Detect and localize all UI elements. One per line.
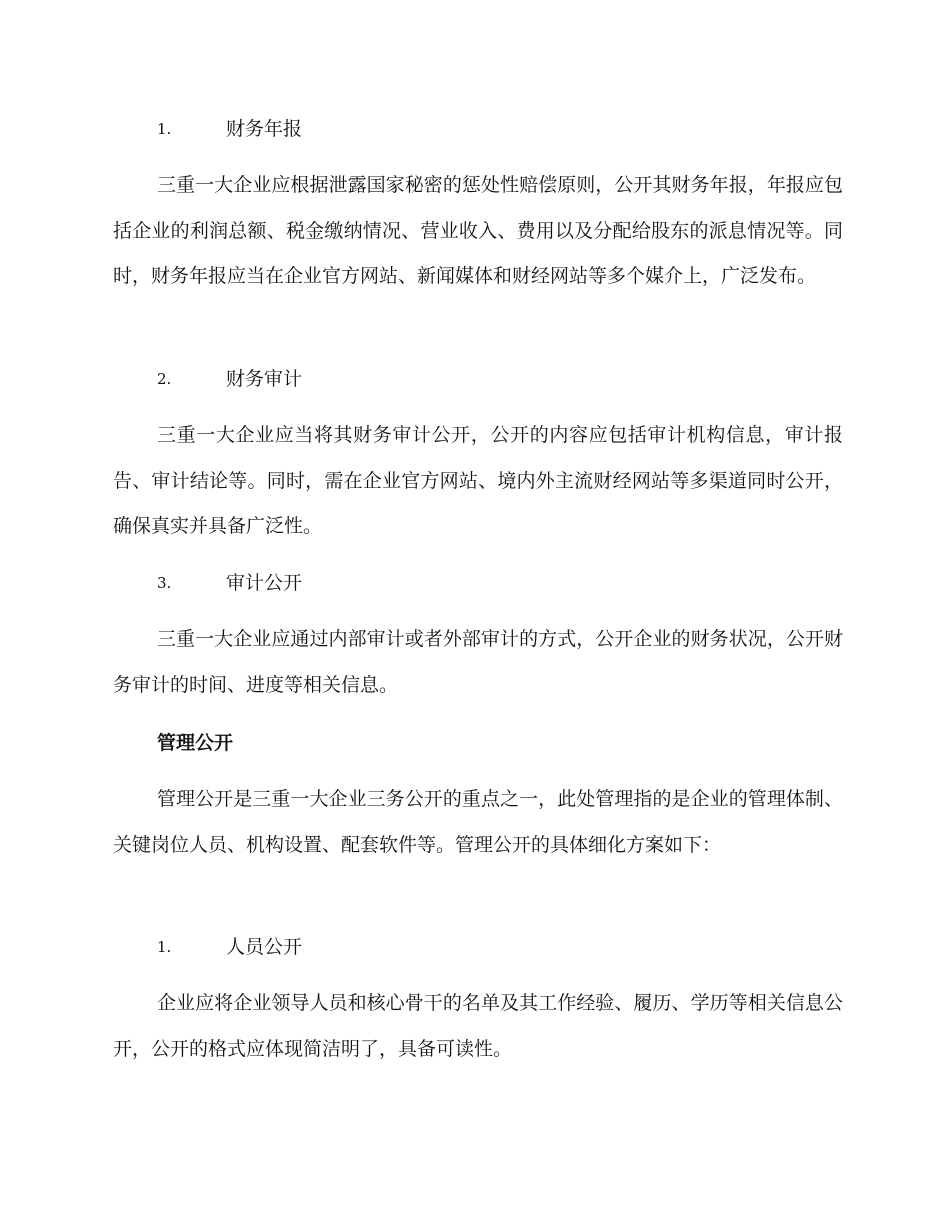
paragraph-financial-annual-report: 三重一大企业应根据泄露国家秘密的惩处性赔偿原则，公开其财务年报，年报应包括企业的利润总额、税金缴纳情况、营业收入、费用以及分配给股东的派息情况等。同时，财务年报应当在企业官方网站、新闻媒体和财经网站等多个媒介上，广泛发布。 <box>113 174 843 287</box>
paragraph-audit-disclosure: 三重一大企业应通过内部审计或者外部审计的方式，公开企业的财务状况，公开财务审计的时间、进度等相关信息。 <box>113 628 843 696</box>
list-title: 人员公开 <box>226 936 303 958</box>
list-number: 1. <box>157 120 172 138</box>
list-title: 财务年报 <box>226 118 303 140</box>
paragraph-financial-audit: 三重一大企业应当将其财务审计公开，公开的内容应包括审计机构信息，审计报告、审计结论等。同时，需在企业官方网站、境内外主流财经网站等多渠道同时公开，确保真实并具备广泛性。 <box>113 424 843 537</box>
paragraph-management-intro: 管理公开是三重一大企业三务公开的重点之一，此处管理指的是企业的管理体制、关键岗位人员、机构设置、配套软件等。管理公开的具体细化方案如下： <box>113 788 843 856</box>
list-number: 3. <box>157 574 172 592</box>
section-heading-management: 管理公开 <box>157 732 234 754</box>
list-title: 财务审计 <box>226 368 303 390</box>
list-title: 审计公开 <box>226 572 303 594</box>
paragraph-personnel-disclosure: 企业应将企业领导人员和核心骨干的名单及其工作经验、履历、学历等相关信息公开，公开的格式应体现简洁明了，具备可读性。 <box>113 992 843 1060</box>
list-number: 2. <box>157 370 172 388</box>
list-number: 1. <box>157 938 172 956</box>
